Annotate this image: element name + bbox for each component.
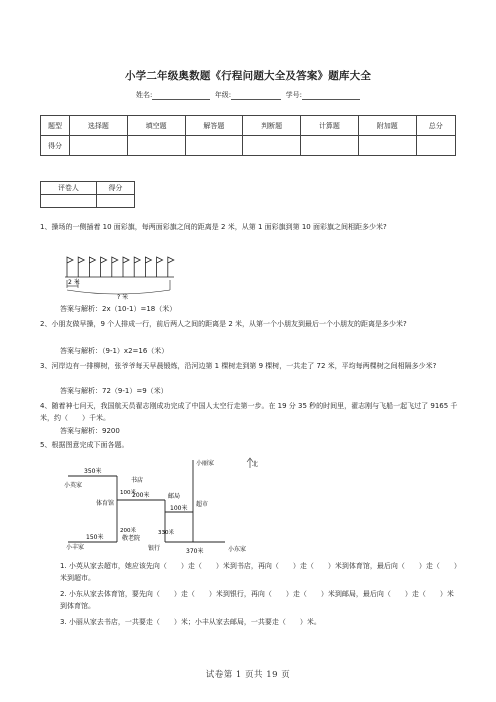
name-blank[interactable] xyxy=(152,91,210,100)
flag-icon xyxy=(134,257,140,277)
flag-icon xyxy=(89,257,95,277)
distance-370: 370米 xyxy=(186,548,204,555)
place-gym: 体育馆 xyxy=(96,500,115,507)
flag-gap-label: 2 米 xyxy=(68,279,80,286)
flag-icon xyxy=(78,257,84,277)
grade-blank[interactable] xyxy=(231,91,281,100)
score-cell[interactable] xyxy=(416,136,455,156)
distance-330: 330米 xyxy=(158,530,174,536)
score-header-cell: 判断题 xyxy=(243,116,301,136)
reviewer-table xyxy=(40,181,135,208)
number-blank[interactable] xyxy=(302,91,360,100)
distance-150: 150米 xyxy=(86,534,104,541)
question-5: 5、根据图意完成下面各题。 xyxy=(40,441,129,449)
score-cell[interactable] xyxy=(185,136,243,156)
reviewer-score-cell[interactable] xyxy=(96,195,134,208)
reviewer-cell[interactable] xyxy=(41,195,97,208)
place-bank: 银行 xyxy=(148,545,161,552)
score-cell[interactable] xyxy=(127,136,185,156)
sub-question-3: 3. 小丽从家去书店，一共要走（ ）米；小丰从家去邮局，一共要走（ ）米。 xyxy=(60,618,321,626)
reviewer-header: 评卷人 xyxy=(41,182,97,195)
distance-100a: 100米 xyxy=(120,490,136,496)
score-table xyxy=(40,115,456,156)
place-xiaodong: 小东家 xyxy=(228,546,247,553)
flag-icon xyxy=(101,257,107,277)
reviewer-score-header: 得分 xyxy=(96,182,134,195)
distance-100b: 100米 xyxy=(170,505,188,512)
score-table-header-row xyxy=(41,116,456,136)
answer-4: 答案与解析：9200 xyxy=(60,427,120,435)
place-xiaoying: 小英家 xyxy=(64,482,83,489)
place-bookstore: 书店 xyxy=(131,477,144,484)
score-header-cell: 解答题 xyxy=(185,116,243,136)
flag-icon xyxy=(145,257,151,277)
answer-1: 答案与解析：2x（10-1）=18（米） xyxy=(60,305,177,313)
flag-total-label: ? 米 xyxy=(117,294,129,301)
number-label: 学号: xyxy=(285,91,302,99)
score-cell[interactable] xyxy=(301,136,359,156)
score-header-cell: 选择题 xyxy=(70,116,128,136)
page-title: 小学二年级奥数题《行程问题大全及答案》题库大全 xyxy=(124,70,372,82)
score-header-cell: 附加题 xyxy=(358,116,416,136)
flag-diagram xyxy=(62,250,182,302)
score-header-cell: 计算题 xyxy=(301,116,359,136)
flag-icon xyxy=(123,257,129,277)
score-header-cell: 总分 xyxy=(416,116,455,136)
grade-label: 年级: xyxy=(214,91,232,99)
score-row-label: 得分 xyxy=(41,136,70,156)
question-2: 2、小朋友做早操，9 个人排成一行，前后两人之间的距离是 2 米，从第一个小朋友到最后一个小朋友的距离是多少米? xyxy=(40,320,407,328)
score-header-cell: 题型 xyxy=(41,116,70,136)
route-map xyxy=(60,454,280,558)
answer-2: 答案与解析：（9-1）x2=16（米） xyxy=(60,347,169,355)
place-nursing: 敬老院 xyxy=(122,535,141,542)
sub-question-2: 2. 小东从家去体育馆，要先向（ ）走（ ）米到银行，再向（ ）走（ ）米到邮局，最后向（ ）走（ ）米到体育馆。 xyxy=(60,590,454,610)
place-post: 邮局 xyxy=(168,493,181,500)
place-xiaofeng: 小丰家 xyxy=(66,544,85,551)
distance-350: 350米 xyxy=(84,468,102,475)
question-4: 4、随着神七问天，我国航天员翟志刚成功完成了中国人太空行走第一步。在 19 分 35 秒的时间里，翟志刚与飞船一起飞过了 9165 千米，约（ ）千米。 xyxy=(40,402,458,422)
sub-question-1: 1. 小英从家去超市，她应该先向（ ）走（ ）米到书店，再向（ ）走（ ）米到体育馆，最后向（ ）走（ ）米到超市。 xyxy=(60,562,458,582)
flag-icon xyxy=(157,257,163,277)
score-cell[interactable] xyxy=(243,136,301,156)
score-cell[interactable] xyxy=(70,136,128,156)
north-label: 北 xyxy=(252,461,259,468)
distance-200a: 200米 xyxy=(132,492,150,499)
place-supermarket: 超市 xyxy=(196,501,209,508)
flag-icon xyxy=(67,257,73,277)
question-3: 3、河岸边有一排柳树，张爷爷每天早晨锻炼，沿河边第 1 棵树走到第 9 棵树，一共走了 72 米，平均每两棵树之间相隔多少米? xyxy=(40,362,437,370)
score-header-cell: 填空题 xyxy=(127,116,185,136)
student-info-row xyxy=(0,90,496,100)
score-table-score-row xyxy=(41,136,456,156)
answer-3: 答案与解析：72（9-1）=9（米） xyxy=(60,387,168,395)
score-cell[interactable] xyxy=(358,136,416,156)
flag-icon xyxy=(168,257,174,277)
place-xiaoli: 小丽家 xyxy=(196,460,215,467)
name-label: 姓名: xyxy=(136,91,153,99)
question-1: 1、操场的一侧插着 10 面彩旗，每两面彩旗之间的距离是 2 米，从第 1 面彩旗到第 10 面彩旗之间相距多少米? xyxy=(40,223,387,231)
distance-200b: 200米 xyxy=(120,528,136,534)
page-footer: 试卷第 1 页共 19 页 xyxy=(205,670,291,680)
flag-icon xyxy=(112,257,118,277)
